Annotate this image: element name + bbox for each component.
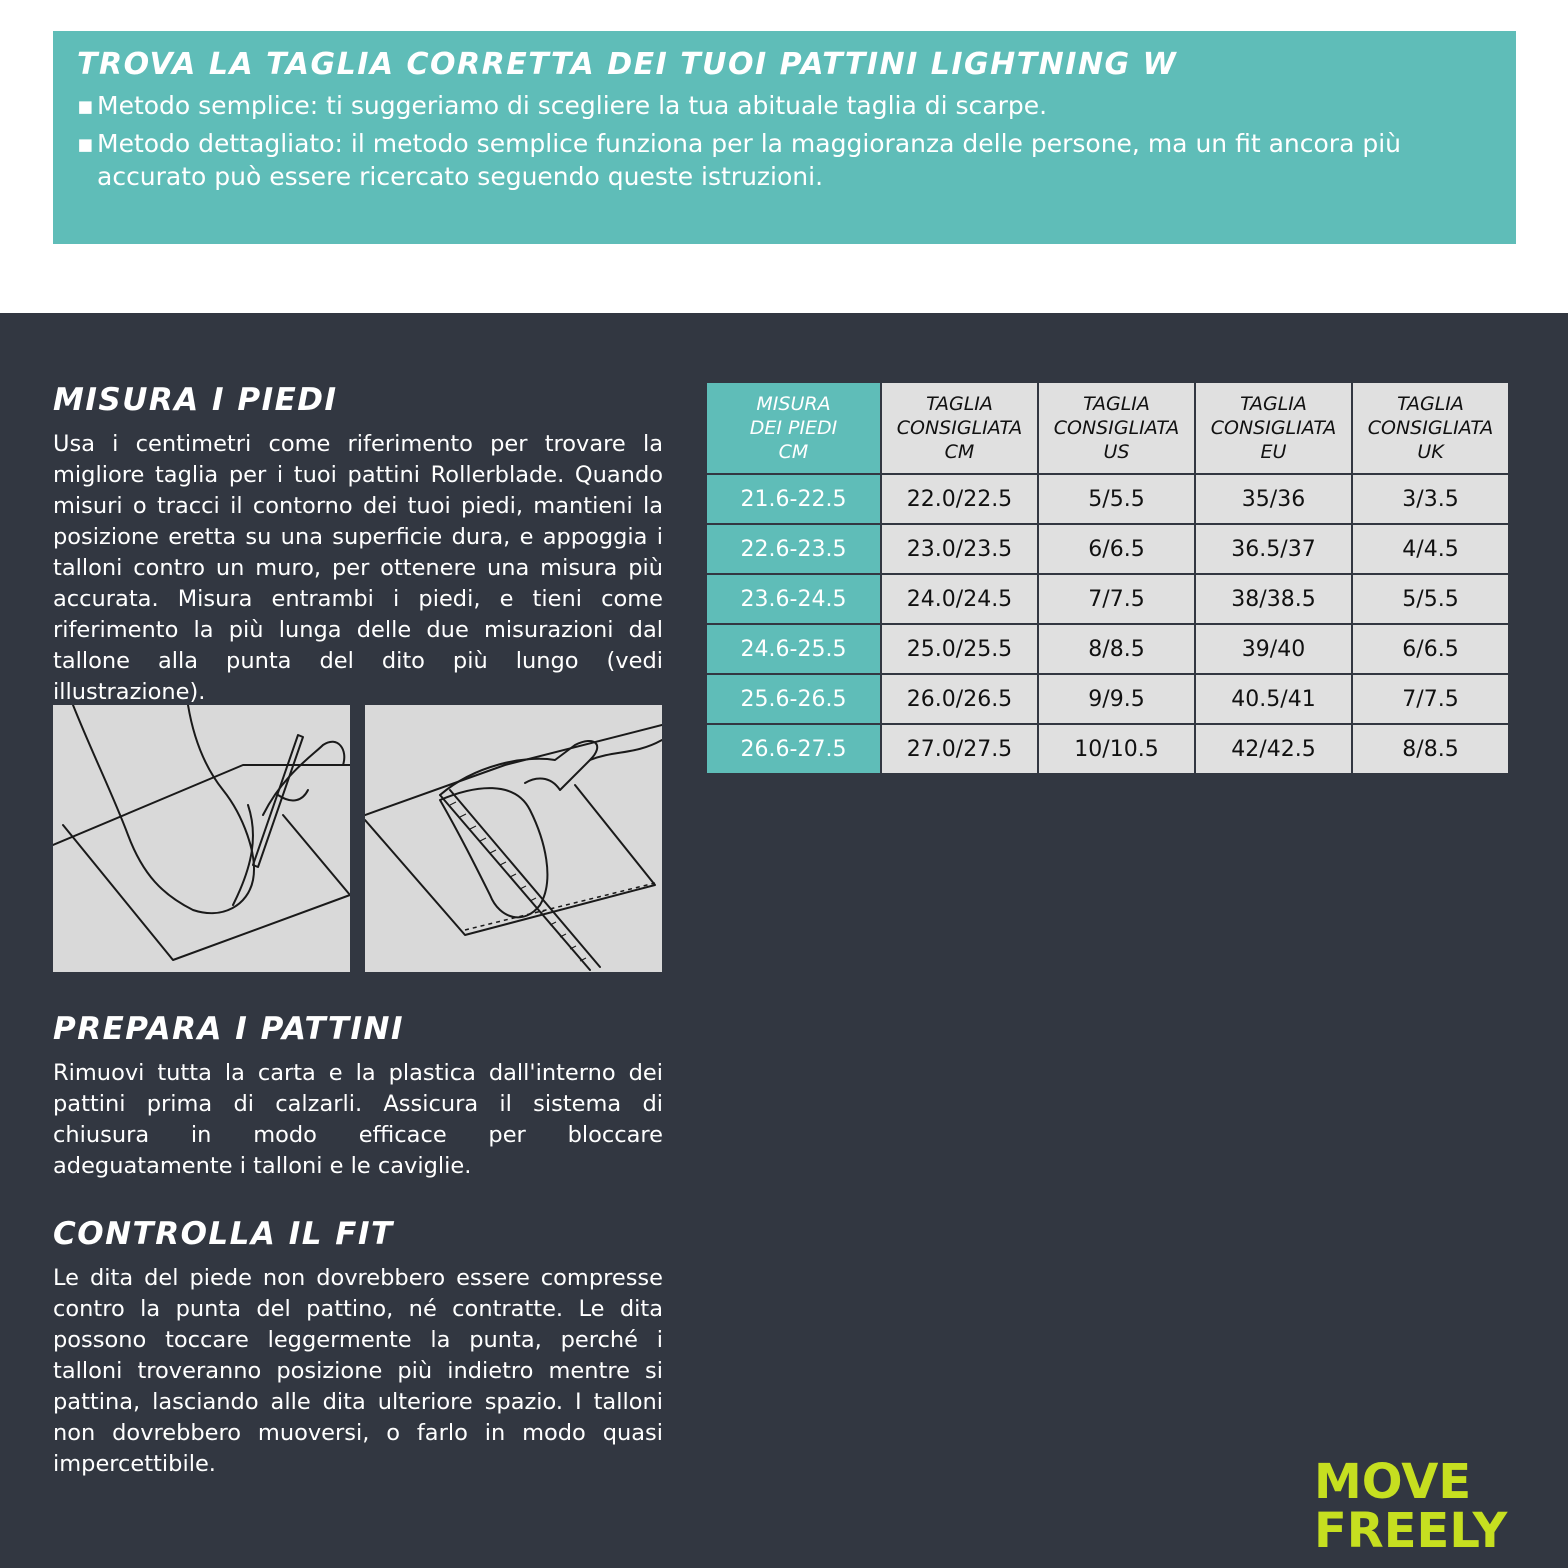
banner-list	[77, 89, 1492, 193]
cell-size-cm: 27.0/27.5	[881, 724, 1038, 774]
header-size-eu	[1195, 382, 1352, 474]
bullet-icon: ▪	[77, 129, 94, 158]
cell-size-cm: 22.0/22.5	[881, 474, 1038, 524]
move-freely-logo	[1314, 1454, 1514, 1559]
foot-tracing-icon	[53, 705, 350, 972]
cell-size-us: 10/10.5	[1038, 724, 1195, 774]
header-line: CONSIGLIATA	[1053, 417, 1180, 439]
cell-foot-size: 22.6-23.5	[706, 524, 881, 574]
table-row	[706, 624, 1509, 674]
cell-foot-size: 24.6-25.5	[706, 624, 881, 674]
banner-bullet-text: Metodo semplice: ti suggeriamo di scegliere la tua abituale taglia di scarpe.	[97, 91, 1048, 120]
cell-size-eu: 39/40	[1195, 624, 1352, 674]
prepare-text: Rimuovi tutta la carta e la plastica dall'interno dei pattini prima di calzarli. Assicura il sistema di chiusura in modo efficace per bloccare adeguatamente i talloni e le caviglie.	[53, 1060, 663, 1179]
cell-size-us: 5/5.5	[1038, 474, 1195, 524]
table-header-row	[706, 382, 1509, 474]
foot-tracing-illustration	[53, 705, 350, 972]
foot-measuring-icon	[365, 705, 662, 972]
logo-line-freely: FREELY	[1314, 1503, 1508, 1559]
fit-text: Le dita del piede non dovrebbero essere compresse contro la punta del pattino, né contratte. Le dita possono toccare leggermente la punta, perché i talloni troveranno posizione più indietro mentre si pattina, lasciando alle dita ulteriore spazio. I talloni non dovrebbero muoversi, o farlo in modo quasi impercettibile.	[53, 1265, 663, 1477]
foot-measuring-illustration	[365, 705, 662, 972]
cell-size-cm: 25.0/25.5	[881, 624, 1038, 674]
header-size-us	[1038, 382, 1195, 474]
cell-foot-size: 25.6-26.5	[706, 674, 881, 724]
fit-title: CONTROLLA IL FIT	[53, 1216, 394, 1252]
top-area	[0, 0, 1568, 313]
header-line: MISURA	[756, 393, 831, 415]
table-row	[706, 474, 1509, 524]
table-row	[706, 724, 1509, 774]
cell-size-us: 9/9.5	[1038, 674, 1195, 724]
cell-size-uk: 3/3.5	[1352, 474, 1509, 524]
measure-text: Usa i centimetri come riferimento per trovare la migliore taglia per i tuoi pattini Rollerblade. Quando misuri o tracci il contorno dei tuoi piedi, mantieni la posizione eretta su una superficie dura, e appoggia i talloni contro un muro, per ottenere una misura più accurata. Misura entrambi i piedi, e tieni come riferimento la più lunga delle due misurazioni dal tallone alla punta del dito più lungo (vedi illustrazione).	[53, 431, 663, 705]
cell-size-us: 6/6.5	[1038, 524, 1195, 574]
cell-size-eu: 35/36	[1195, 474, 1352, 524]
cell-size-cm: 23.0/23.5	[881, 524, 1038, 574]
header-line: CONSIGLIATA	[1210, 417, 1337, 439]
cell-size-eu: 38/38.5	[1195, 574, 1352, 624]
cell-size-eu: 36.5/37	[1195, 524, 1352, 574]
banner-title: TROVA LA TAGLIA CORRETTA DEI TUOI PATTINI LIGHTNING W	[77, 47, 1178, 82]
header-line: CONSIGLIATA	[896, 417, 1023, 439]
measure-title: MISURA I PIEDI	[53, 382, 338, 418]
cell-foot-size: 26.6-27.5	[706, 724, 881, 774]
header-line: TAGLIA	[1083, 393, 1150, 415]
header-line: UK	[1417, 441, 1444, 463]
size-chart-table	[705, 381, 1510, 775]
header-line: TAGLIA	[1397, 393, 1464, 415]
cell-size-uk: 6/6.5	[1352, 624, 1509, 674]
banner-bullet-text: Metodo dettagliato: il metodo semplice funziona per la maggioranza delle persone, ma un fit ancora più accurato può essere ricercato seguendo queste istruzioni.	[97, 129, 1401, 191]
cell-size-cm: 24.0/24.5	[881, 574, 1038, 624]
cell-size-eu: 42/42.5	[1195, 724, 1352, 774]
header-line: CM	[778, 441, 809, 463]
header-size-uk	[1352, 382, 1509, 474]
header-line: TAGLIA	[1240, 393, 1307, 415]
bullet-icon: ▪	[77, 91, 94, 120]
cell-size-us: 7/7.5	[1038, 574, 1195, 624]
cell-size-uk: 4/4.5	[1352, 524, 1509, 574]
table-row	[706, 574, 1509, 624]
cell-foot-size: 23.6-24.5	[706, 574, 881, 624]
table-row	[706, 674, 1509, 724]
cell-size-uk: 7/7.5	[1352, 674, 1509, 724]
cell-size-eu: 40.5/41	[1195, 674, 1352, 724]
cell-foot-size: 21.6-22.5	[706, 474, 881, 524]
header-size-cm	[881, 382, 1038, 474]
logo-line-move: MOVE	[1314, 1454, 1472, 1510]
info-banner	[53, 31, 1516, 244]
header-line: US	[1103, 441, 1130, 463]
header-line: DEI PIEDI	[749, 417, 838, 439]
cell-size-cm: 26.0/26.5	[881, 674, 1038, 724]
prepare-title: PREPARA I PATTINI	[53, 1011, 405, 1047]
header-line: EU	[1260, 441, 1287, 463]
header-line: CM	[944, 441, 975, 463]
table-row	[706, 524, 1509, 574]
cell-size-us: 8/8.5	[1038, 624, 1195, 674]
banner-bullet-simple	[77, 89, 1492, 122]
header-foot-size	[706, 382, 881, 474]
header-line: CONSIGLIATA	[1367, 417, 1494, 439]
cell-size-uk: 5/5.5	[1352, 574, 1509, 624]
cell-size-uk: 8/8.5	[1352, 724, 1509, 774]
header-line: TAGLIA	[926, 393, 993, 415]
banner-bullet-detailed	[77, 127, 1492, 193]
